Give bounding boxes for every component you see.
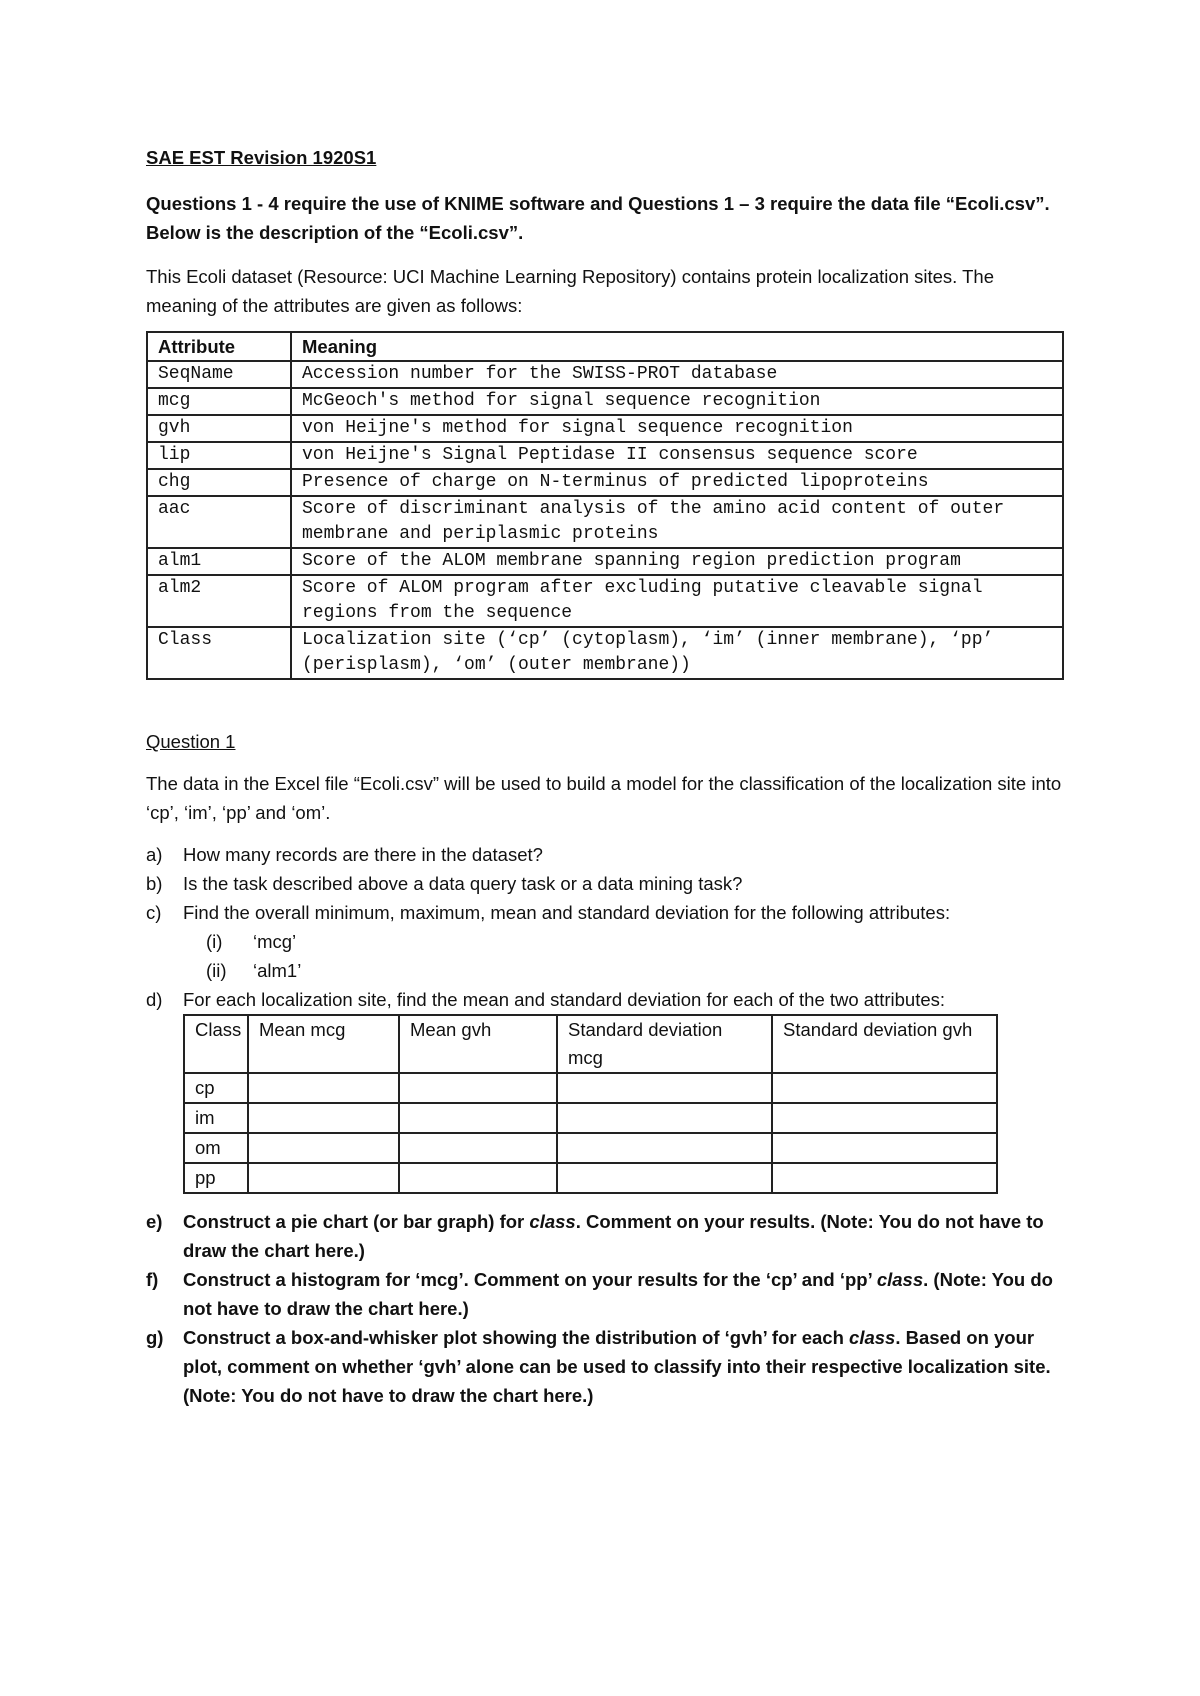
item-text: Is the task described above a data query task or a data mining task?	[183, 873, 743, 894]
class-cell: om	[184, 1133, 248, 1163]
question-1-title: Question 1	[146, 731, 236, 752]
class-cell: pp	[184, 1163, 248, 1193]
class-cell: cp	[184, 1073, 248, 1103]
header-cell: Standard deviation gvh	[772, 1015, 997, 1073]
empty-cell[interactable]	[399, 1163, 557, 1193]
item-text-post: . Comment on your results. (Note: You do not have to draw the chart here.)	[183, 1211, 1044, 1261]
list-item	[146, 840, 1066, 869]
item-text-pre: Construct a box-and-whisker plot showing the distribution of ‘gvh’ for each	[183, 1327, 850, 1348]
stats-table-header	[184, 1015, 997, 1073]
item-text: Find the overall minimum, maximum, mean and standard deviation for the following attributes:	[183, 902, 951, 923]
attribute-meaning: Score of discriminant analysis of the amino acid content of outer membrane and periplasmic proteins	[291, 496, 1063, 548]
attribute-meaning: Localization site (‘cp’ (cytoplasm), ‘im’ (inner membrane), ‘pp’ (perisplasm), ‘om’ (outer membrane))	[291, 627, 1063, 679]
sub-item	[146, 927, 1066, 956]
attribute-meaning: Accession number for the SWISS-PROT database	[291, 361, 1063, 388]
table-row	[184, 1163, 997, 1193]
empty-cell[interactable]	[772, 1073, 997, 1103]
attribute-name: mcg	[147, 388, 291, 415]
class-cell: im	[184, 1103, 248, 1133]
empty-cell[interactable]	[248, 1073, 399, 1103]
item-text: For each localization site, find the mean and standard deviation for each of the two attributes:	[183, 989, 946, 1010]
empty-cell[interactable]	[557, 1133, 772, 1163]
sub-item-row	[146, 927, 1066, 956]
attribute-name: alm2	[147, 575, 291, 627]
item-text-post: . Based on your plot, comment on whether ‘gvh’ alone can be used to classify into their respective localization site. (Note: You do not have to draw the chart here.)	[183, 1327, 1051, 1406]
table-row	[147, 388, 1063, 415]
header-cell: Class	[184, 1015, 248, 1073]
attribute-name: gvh	[147, 415, 291, 442]
sub-item	[146, 956, 1066, 985]
table-row	[147, 442, 1063, 469]
header-cell: Mean mcg	[248, 1015, 399, 1073]
item-label: b)	[146, 873, 163, 894]
attribute-meaning: von Heijne's Signal Peptidase II consensus sequence score	[291, 442, 1063, 469]
list-item	[146, 1323, 1066, 1410]
document-content	[146, 143, 1066, 1410]
sub-item-text: ‘alm1’	[253, 960, 302, 981]
item-label: e)	[146, 1211, 163, 1232]
table-row	[147, 548, 1063, 575]
table-row	[147, 361, 1063, 388]
attribute-name: alm1	[147, 548, 291, 575]
item-label: a)	[146, 844, 163, 865]
item-text-em: class	[849, 1327, 896, 1348]
header-cell: Mean gvh	[399, 1015, 557, 1073]
item-label: g)	[146, 1327, 164, 1348]
table-row	[184, 1133, 997, 1163]
item-text-em: class	[876, 1269, 924, 1290]
empty-cell[interactable]	[399, 1073, 557, 1103]
attribute-meaning: Score of ALOM program after excluding putative cleavable signal regions from the sequence	[291, 575, 1063, 627]
empty-cell[interactable]	[772, 1163, 997, 1193]
list-item	[146, 898, 1066, 927]
table-row	[184, 1073, 997, 1103]
empty-cell[interactable]	[772, 1133, 997, 1163]
header-cell: Attribute	[147, 332, 291, 361]
attribute-table-header	[147, 332, 1063, 361]
list-item	[146, 1207, 1066, 1265]
table-row	[147, 575, 1063, 627]
attribute-name: SeqName	[147, 361, 291, 388]
attribute-name: Class	[147, 627, 291, 679]
empty-cell[interactable]	[399, 1103, 557, 1133]
list-item	[146, 869, 1066, 898]
sub-item-text: ‘mcg’	[253, 931, 297, 952]
intro-paragraph: Questions 1 - 4 require the use of KNIME software and Questions 1 – 3 require the data file “Ecoli.csv”. Below is the description of the “Ecoli.csv”.	[146, 193, 1050, 243]
attribute-meaning: von Heijne's method for signal sequence recognition	[291, 415, 1063, 442]
question-1-intro: The data in the Excel file “Ecoli.csv” will be used to build a model for the classification of the localization site into ‘cp’, ‘im’, ‘pp’ and ‘om’.	[146, 773, 1062, 823]
empty-cell[interactable]	[399, 1133, 557, 1163]
item-label: f)	[146, 1269, 159, 1290]
table-row	[184, 1103, 997, 1133]
attribute-table	[146, 331, 1064, 680]
table-row	[147, 469, 1063, 496]
table-row	[147, 415, 1063, 442]
attribute-name: aac	[147, 496, 291, 548]
question-1-later-items	[146, 1207, 1066, 1410]
list-item	[146, 985, 1066, 1014]
document-title: SAE EST Revision 1920S1	[146, 147, 377, 168]
table-row	[147, 496, 1063, 548]
header-cell: Meaning	[291, 332, 1063, 361]
item-text-em: class	[529, 1211, 576, 1232]
item-label: c)	[146, 902, 162, 923]
empty-cell[interactable]	[557, 1103, 772, 1133]
item-label: d)	[146, 989, 163, 1010]
item-text-pre: Construct a histogram for ‘mcg’. Comment on your results for the ‘cp’ and ‘pp’	[183, 1269, 877, 1290]
table-row	[147, 627, 1063, 679]
dataset-description: This Ecoli dataset (Resource: UCI Machine Learning Repository) contains protein localization sites. The meaning of the attributes are given as follows:	[146, 266, 994, 316]
empty-cell[interactable]	[557, 1073, 772, 1103]
question-1-items	[146, 840, 1066, 1014]
attribute-name: chg	[147, 469, 291, 496]
attribute-meaning: Presence of charge on N-terminus of predicted lipoproteins	[291, 469, 1063, 496]
header-cell: Standard deviation mcg	[557, 1015, 772, 1073]
attribute-meaning: Score of the ALOM membrane spanning region prediction program	[291, 548, 1063, 575]
sub-item-label: (i)	[206, 931, 223, 952]
item-text: How many records are there in the dataset?	[183, 844, 543, 865]
empty-cell[interactable]	[248, 1133, 399, 1163]
empty-cell[interactable]	[557, 1163, 772, 1193]
attribute-name: lip	[147, 442, 291, 469]
attribute-meaning: McGeoch's method for signal sequence recognition	[291, 388, 1063, 415]
item-text-post: . (Note: You do not have to draw the chart here.)	[183, 1269, 1053, 1319]
stats-table	[183, 1014, 998, 1194]
sub-item-label: (ii)	[206, 960, 227, 981]
item-text-pre: Construct a pie chart (or bar graph) for	[183, 1211, 530, 1232]
empty-cell[interactable]	[248, 1103, 399, 1133]
empty-cell[interactable]	[248, 1163, 399, 1193]
list-item	[146, 1265, 1066, 1323]
sub-item-row	[146, 956, 1066, 985]
empty-cell[interactable]	[772, 1103, 997, 1133]
